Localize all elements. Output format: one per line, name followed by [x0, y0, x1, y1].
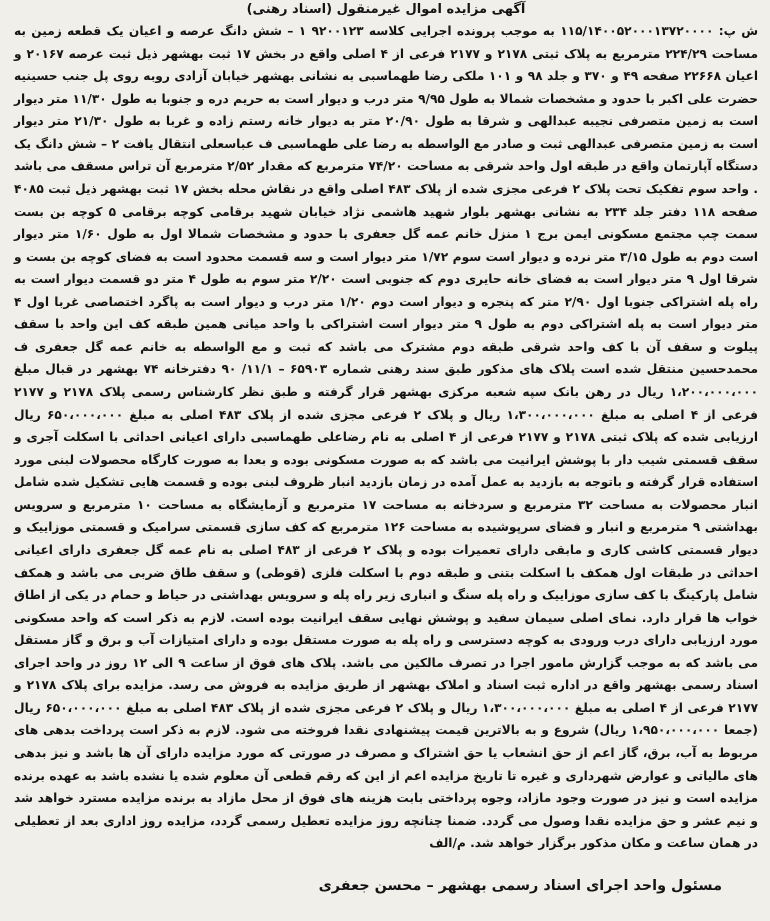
- notice-body-text: ش پ: ۱۱۵/۱۴۰۰۵۲۰۰۰۱۳۷۲۰۰۰۰ به موجب پرونده اجرایی کلاسه ۹۲۰۰۱۲۳ ۱ – شش دانگ عرصه و اعیان یک قطعه زمین به مساحت ۲۲۴/۲۹ مترمربع به پلاک ثبتی ۲۱۷۸ و ۲۱۷۷ فرعی از ۴ اصلی واقع در بخش ۱۷ ثبت بهشهر ذیل ثبت عرصه ۲۰۱۶۷ و اعیان ۲۲۶۶۸ صفحه ۴۹ و ۳۷۰ و جلد ۹۸ و ۱۰۱ ملکی رضا طهماسبی به نشانی بهشهر خیابان آزادی روبه روی پل جنب حسینیه حضرت علی اکبر با حدود و مشخصات شمالا به طول ۹/۹۵ متر درب و دیوار است به حریم دره و جنوبا به طول ۱۱/۳۰ متر دیوار است به زمین متصرفی نجیبه عبدالهی و شرقا به طول ۲۰/۹۰ متر به دیوار خانه رستم زاده و غربا به طول ۲۱/۳۰ متر دیوار است به زمین متصرفی عبدالهی ثبت و صادر مع الواسطه به رضا علی طهماسبی ف عباسعلی انتقال یافت ۲ – شش دانگ یک دستگاه آپارتمان واقع در طبقه اول واحد شرقی به مساحت ۷۴/۲۰ مترمربع که مقدار ۲/۵۲ مترمربع آن تراس مسقف می باشد . واحد سوم تفکیک تحت پلاک ۲ فرعی مجزی شده از پلاک ۴۸۳ اصلی واقع در نقاش محله بخش ۱۷ ثبت بهشهر ذیل ثبت ۴۰۸۵ صفحه ۱۱۸ دفتر جلد ۲۳۴ به نشانی بهشهر بلوار شهید هاشمی نژاد خیابان شهید برقامی کوچه برقامی ۵ کوچه بن بست سمت چپ مجتمع مسکونی ایمن برج ۱ منزل خانم عمه گل جعفری با حدود و مشخصات شمالا اول به طول ۱/۶۰ متر دیوار است دوم به طول ۳/۱۵ متر نرده و دیوار است سوم ۱/۷۲ متر دیوار است و سه قسمت محدود است به فضای کوچه بن بست و شرقا اول ۹ متر دیوار است به فضای خانه حایری دوم که جنوبی است ۲/۲۰ متر سوم به طول ۴ متر دو قسمت دیوار است به راه پله اشتراکی جنوبا اول ۲/۹۰ متر که پنجره و دیوار است دوم ۱/۲۰ متر درب و دیوار است به پاگرد اختصاصی غربا اول ۴ متر دیوار است به پله اشتراکی دوم به طول ۹ متر دیوار است اشتراکی با واحد میانی همین طبقه کف این واحد با سقف پیلوت و سقف آن با کف واحد شرقی طبقه دوم مشترک می باشد که ثبت و مع الواسطه به خانم عمه گل جعفری ف محمدحسین منتقل شده است پلاک های مذکور طبق سند رهنی شماره ۶۵۹۰۳ – ۱۱/۱/ ۹۰ دفترخانه ۷۴ بهشهر در قبال مبلغ ۱،۲۰۰،۰۰۰،۰۰۰ ریال در رهن بانک سپه شعبه مرکزی بهشهر قرار گرفته و طبق نظر کارشناس رسمی پلاک ۲۱۷۸ و ۲۱۷۷ فرعی از ۴ اصلی به مبلغ ۱،۳۰۰،۰۰۰،۰۰۰ ریال و پلاک ۲ فرعی مجزی شده از پلاک ۴۸۳ اصلی به مبلغ ۶۵۰،۰۰۰،۰۰۰ ریال ارزیابی شده که پلاک ثبتی ۲۱۷۸ و ۲۱۷۷ فرعی از ۴ اصلی به نام رضاعلی طهماسبی دارای اعیانی احداثی با اسکلت آجری و سقف قسمتی شیب دار با پوشش ایرانیت می باشد که به صورت مسکونی بوده و بعدا به صورت کارگاه محصولات لبنی مورد استفاده قرار گرفته و باتوجه به بازدید به عمل آمده در زمان بازدید انبار ظروف لبنی بوده و قسمت هایی تشکیل شده شامل انبار محصولات به مساحت ۳۲ مترمربع و سردخانه به مساحت ۱۷ مترمربع و آزمایشگاه به مساحت ۱۰ مترمربع و سرویس بهداشتی ۹ مترمربع و انبار و فضای سرپوشیده به مساحت ۱۲۶ مترمربع که کف سازی قسمتی سرامیک و قسمتی موزاییک و دیوار قسمتی کاشی کاری و مابقی دارای تعمیرات بوده و پلاک ۲ فرعی از ۴۸۳ اصلی به نام عمه گل جعفری دارای اعیانی احداثی در طبقات اول همکف با اسکلت بتنی و طبقه دوم با اسکلت فلزی (قوطی) و سقف طاق ضربی می باشد و همکف شامل پارکینگ با کف سازی موزاییک و راه پله سنگ و انباری زیر راه پله و سرویس بهداشتی در حیاط و حمام در یکی از اطاق خواب ها قرار دارد. نمای اصلی سیمان سفید و پوشش نهایی سقف ایرانیت بوده است. لازم به ذکر است که واحد مسکونی مورد ارزیابی دارای درب ورودی به کوچه دسترسی و راه پله به صورت مستقل بوده و دارای امتیازات آب و برق و گاز مستقل می باشد که به موجب گزارش مامور اجرا در تصرف مالکین می باشد. پلاک های فوق از ساعت ۹ الی ۱۲ روز در واحد اجرای اسناد رسمی بهشهر واقع در اداره ثبت اسناد و املاک بهشهر از طریق مزایده به فروش می رسد. مزایده برای پلاک ۲۱۷۸ و ۲۱۷۷ فرعی از ۴ اصلی به مبلغ ۱،۳۰۰،۰۰۰،۰۰۰ ریال و پلاک ۲ فرعی مجزی شده از پلاک ۴۸۳ اصلی به مبلغ ۶۵۰،۰۰۰،۰۰۰ ریال (جمعا ۱،۹۵۰،۰۰۰،۰۰۰ ریال) شروع و به بالاترین قیمت پیشنهادی نقدا فروخته می شود. لازم به ذکر است پرداخت بدهی های مربوط به آب، برق، گاز اعم از حق انشعاب یا حق اشتراک و مصرف در صورتی که مورد مزایده دارای آن ها باشد و نیز بدهی های مالیاتی و عوارض شهرداری و غیره تا تاریخ مزایده اعم از این که رقم قطعی آن معلوم شده یا نشده باشد به عهده برنده مزایده است و نیز در صورت وجود مازاد، وجوه پرداختی بابت هزینه های فوق از محل مازاد به برنده مزایده مسترد خواهد شد و نیم عشر و حق مزایده نقدا وصول می گردد. ضمنا چنانچه روز مزایده تعطیل رسمی گردد، مزایده روز اداری بعد از تعطیلی در همان ساعت و مکان مذکور برگزار خواهد شد. م/الف: [14, 24, 759, 851]
- notice-signature: مسئول واحد اجرای اسناد رسمی بهشهر – محسن جعفری: [318, 878, 722, 894]
- notice-title: آگهی مزایده اموال غیرمنقول (اسناد رهنی): [246, 2, 526, 17]
